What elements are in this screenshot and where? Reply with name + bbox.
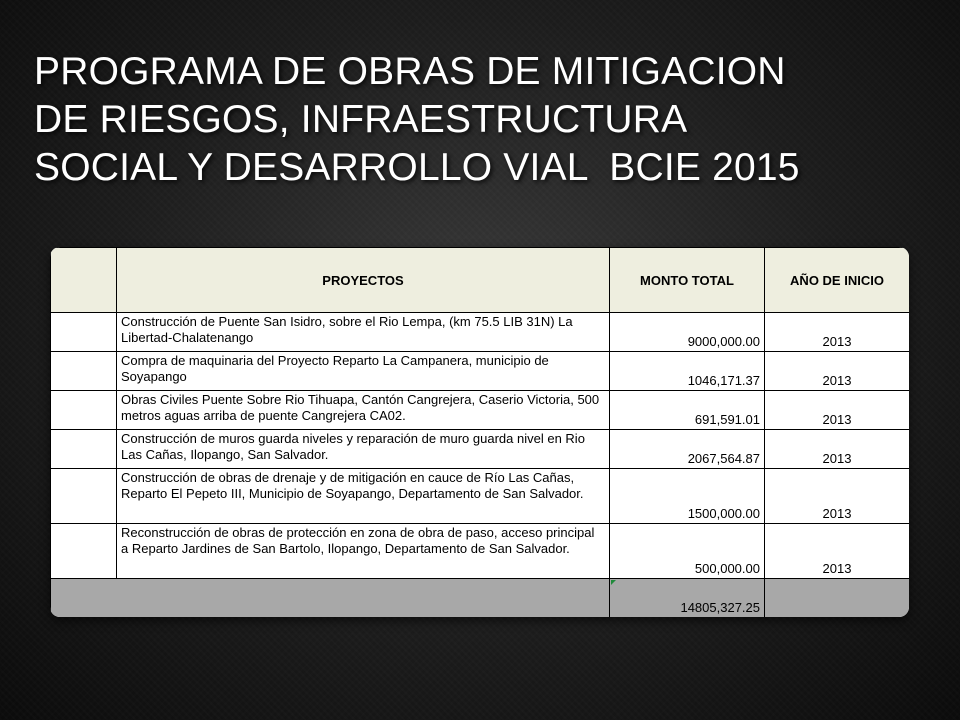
title-line-3: SOCIAL Y DESARROLLO VIAL BCIE 2015	[34, 146, 800, 189]
header-blank-cell	[51, 248, 117, 313]
project-name: Obras Civiles Puente Sobre Rio Tihuapa, Cantón Cangrejera, Caserio Victoria, 500 metros aguas arriba de puente Cangrejera CA02.	[117, 391, 610, 430]
table-row	[51, 352, 910, 391]
project-amount: 9000,000.00	[610, 313, 765, 352]
project-year: 2013	[765, 469, 910, 524]
project-year: 2013	[765, 430, 910, 469]
total-year-blank-cell	[765, 579, 910, 618]
row-index-cell	[51, 391, 117, 430]
total-amount-cell	[610, 579, 765, 618]
total-row	[51, 579, 910, 618]
project-year: 2013	[765, 524, 910, 579]
project-name: Construcción de Puente San Isidro, sobre el Rio Lempa, (km 75.5 LIB 31N) La Libertad-Chalatenango	[117, 313, 610, 352]
project-name: Reconstrucción de obras de protección en zona de obra de paso, acceso principal a Reparto Jardines de San Bartolo, Ilopango, Departamento de San Salvador.	[117, 524, 610, 579]
title-line-2: DE RIESGOS, INFRAESTRUCTURA	[34, 98, 688, 141]
table-row	[51, 430, 910, 469]
row-index-cell	[51, 524, 117, 579]
table-row	[51, 469, 910, 524]
header-proyectos: PROYECTOS	[117, 248, 610, 313]
project-year: 2013	[765, 313, 910, 352]
header-monto-total: MONTO TOTAL	[610, 248, 765, 313]
page-title	[34, 48, 934, 192]
project-name: Construcción de muros guarda niveles y reparación de muro guarda nivel en Rio Las Cañas, Ilopango, San Salvador.	[117, 430, 610, 469]
table-header-row	[51, 248, 910, 313]
projects-table	[50, 247, 909, 617]
table-row	[51, 524, 910, 579]
table-row	[51, 313, 910, 352]
project-amount: 1500,000.00	[610, 469, 765, 524]
row-index-cell	[51, 430, 117, 469]
table-row	[51, 391, 910, 430]
table-reflection	[50, 617, 909, 720]
project-name: Compra de maquinaria del Proyecto Reparto La Campanera, municipio de Soyapango	[117, 352, 610, 391]
project-amount: 500,000.00	[610, 524, 765, 579]
total-amount: 14805,327.25	[680, 600, 760, 615]
project-year: 2013	[765, 391, 910, 430]
project-year: 2013	[765, 352, 910, 391]
project-amount: 1046,171.37	[610, 352, 765, 391]
project-amount: 691,591.01	[610, 391, 765, 430]
header-anio-inicio: AÑO DE INICIO	[765, 248, 910, 313]
row-index-cell	[51, 352, 117, 391]
projects-table-frame	[50, 247, 909, 617]
cell-note-marker-icon	[611, 580, 616, 585]
project-name: Construcción de obras de drenaje y de mitigación en cauce de Río Las Cañas, Reparto El Pepeto III, Municipio de Soyapango, Departamento de San Salvador.	[117, 469, 610, 524]
row-index-cell	[51, 313, 117, 352]
row-index-cell	[51, 469, 117, 524]
project-amount: 2067,564.87	[610, 430, 765, 469]
total-blank-cell	[51, 579, 610, 618]
title-line-1: PROGRAMA DE OBRAS DE MITIGACION	[34, 50, 786, 93]
